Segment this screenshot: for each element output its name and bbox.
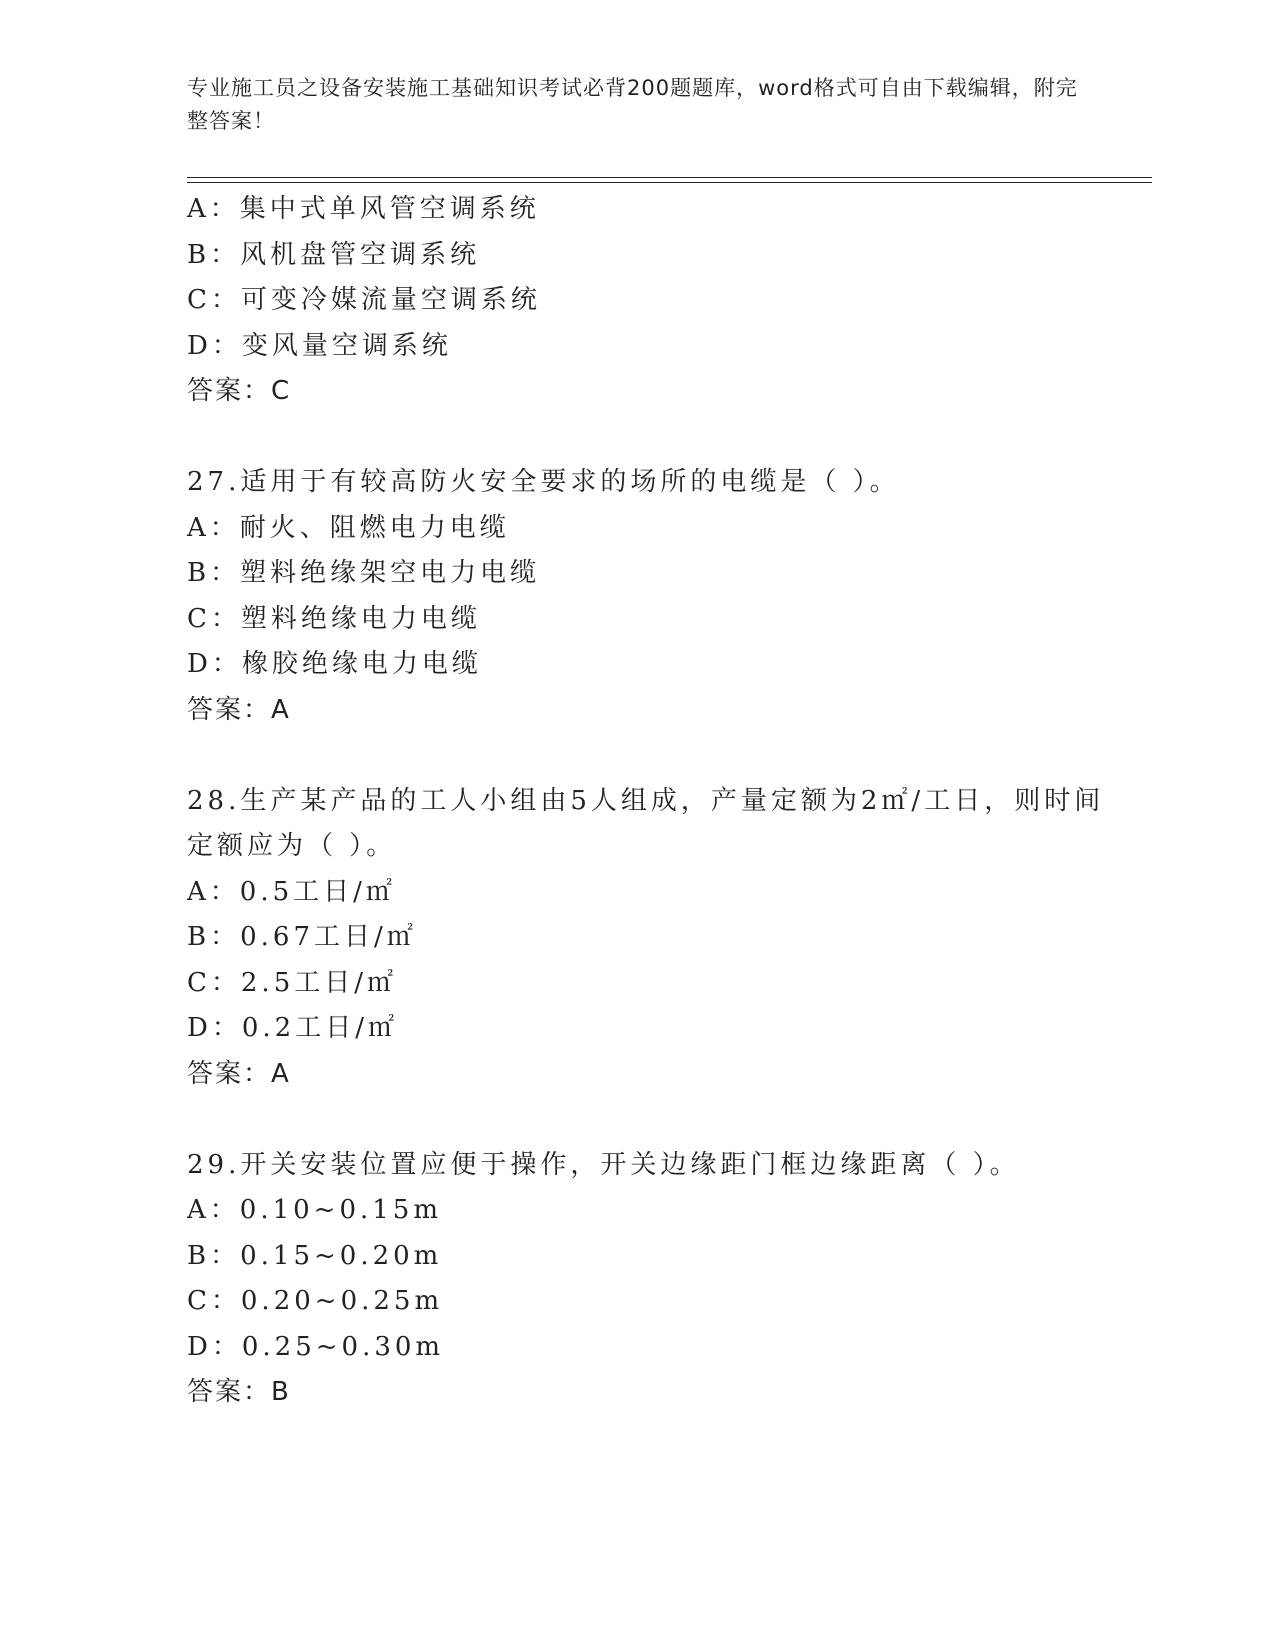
option-b: B：0.67工日/㎡ (187, 922, 417, 952)
option-d: D：0.2工日/㎡ (187, 1013, 398, 1043)
option-c: C：0.20~0.25m (187, 1286, 444, 1316)
spacer (187, 733, 1147, 779)
question-stem-line-2: 定额应为（ ）。 (187, 831, 397, 861)
option-b: B：0.15~0.20m (187, 1240, 443, 1271)
question-block-28 (187, 779, 1147, 1098)
question-block-29 (187, 1143, 1147, 1416)
question-block-27 (187, 460, 1147, 733)
option-c: C：塑料绝缘电力电缆 (187, 603, 481, 634)
option-a: A：耐火、阻燃电力电缆 (187, 512, 510, 543)
question-block-26 (187, 187, 1147, 415)
option-b: B：风机盘管空调系统 (187, 239, 481, 270)
question-stem: 27.适用于有较高防火安全要求的场所的电缆是（ ）。 (187, 467, 900, 497)
header-divider-top (187, 177, 1152, 178)
spacer (187, 415, 1147, 461)
header-divider-bottom (187, 182, 1152, 183)
answer-label: 答案：A (187, 1058, 291, 1089)
option-b: B：塑料绝缘架空电力电缆 (187, 558, 541, 588)
answer-label: 答案：B (187, 1377, 291, 1407)
question-list (187, 187, 1147, 1416)
question-stem: 29.开关安装位置应便于操作，开关边缘距门框边缘距离（ ）。 (187, 1149, 1020, 1180)
option-a: A：0.5工日/㎡ (187, 876, 396, 907)
question-stem-line-1: 28.生产某产品的工人小组由5人组成，产量定额为2㎡/工日，则时间 (187, 785, 1105, 816)
option-d: D：变风量空调系统 (187, 330, 452, 361)
option-c: C：2.5工日/㎡ (187, 967, 398, 998)
answer-label: 答案：A (187, 694, 291, 725)
option-a: A：0.10~0.15m (187, 1195, 442, 1225)
option-d: D：0.25~0.30m (187, 1331, 445, 1362)
spacer (187, 1097, 1147, 1143)
answer-label: 答案：C (187, 376, 292, 406)
document-header: 专业施工员之设备安装施工基础知识考试必背200题题库，word格式可自由下载编辑，附完整答案！ (187, 76, 1078, 133)
option-a: A：集中式单风管空调系统 (187, 194, 540, 224)
option-d: D：橡胶绝缘电力电缆 (187, 649, 482, 679)
option-c: C：可变冷媒流量空调系统 (187, 285, 541, 315)
